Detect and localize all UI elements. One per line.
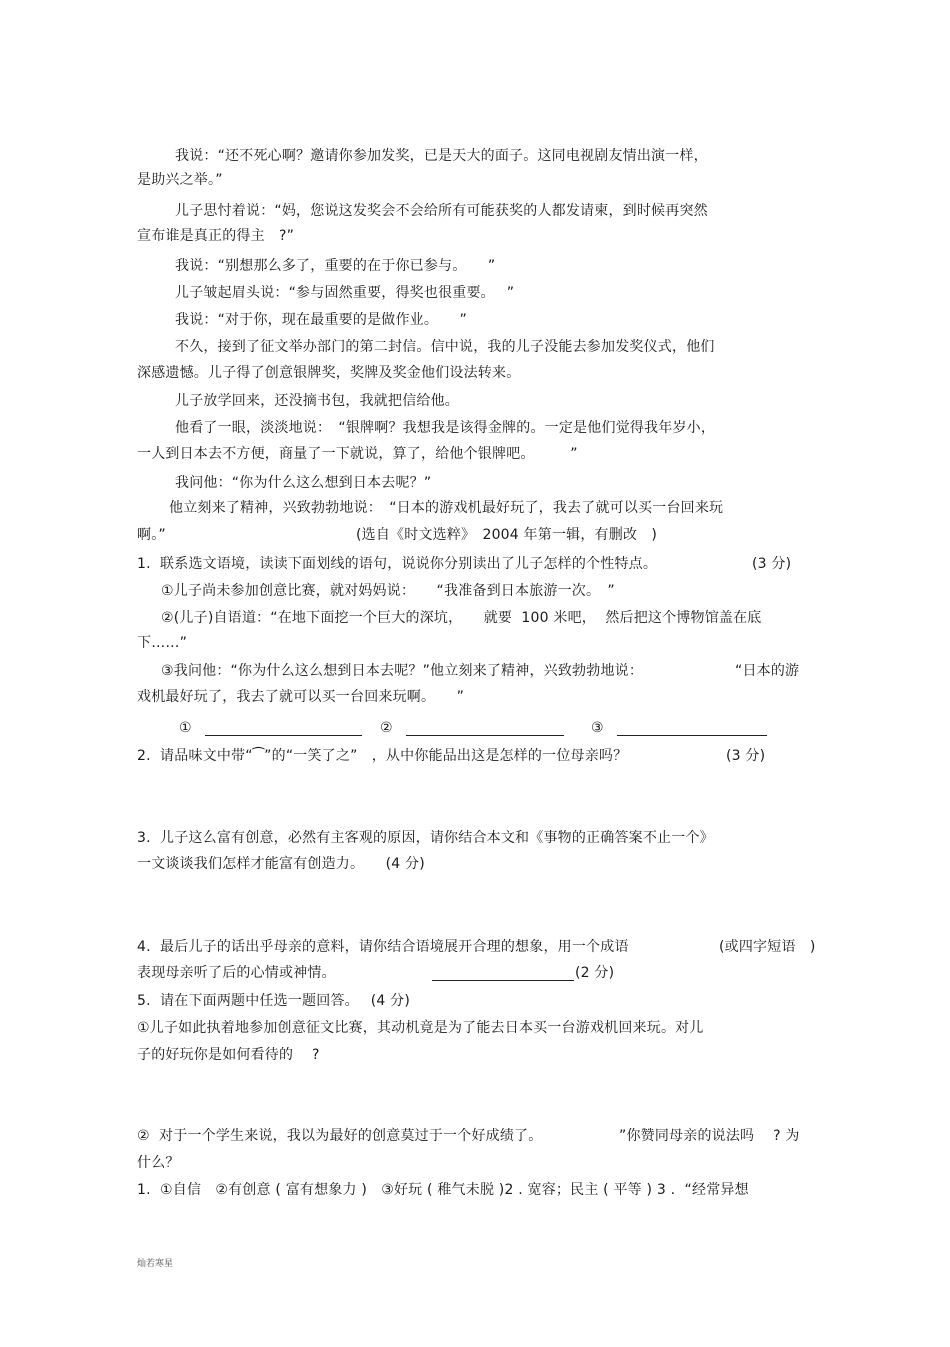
- answer-label-2: ②: [380, 720, 393, 736]
- text-line: 表现母亲听了后的心情或神情。: [137, 965, 336, 981]
- text-line: 什么？: [137, 1155, 180, 1171]
- text-line: ①儿子如此执着地参加创意征文比赛，其动机竟是为了能去日本买一台游戏机回来玩。对儿: [137, 1020, 704, 1036]
- text-line: 下……”: [137, 635, 188, 651]
- question-4-score: (2 分): [575, 965, 615, 981]
- answer-label-1: ①: [179, 720, 192, 736]
- text-line: 不久，接到了征文举办部门的第二封信。信中说，我的儿子没能去参加发奖仪式，他们: [175, 339, 715, 355]
- text-line: 一文谈谈我们怎样才能富有创造力。 (4 分): [137, 856, 425, 872]
- text-line: 我说：“还不死心啊？邀请你参加发奖，已是天大的面子。这同电视剧友情出演一样，: [175, 148, 708, 164]
- text-line: 儿子思忖着说：“妈，您说这发奖会不会给所有可能获奖的人都发请柬，到时候再突然: [175, 203, 708, 219]
- text-line: ①儿子尚未参加创意比赛，就对妈妈说： “我准备到日本旅游一次。 ”: [161, 583, 615, 599]
- text-line: 我说：“别想那么多了，重要的在于你已参与。 ”: [175, 258, 496, 274]
- text-line: 是助兴之举。”: [137, 172, 223, 188]
- question-1: 1. 联系选文语境，读读下面划线的语句，说说你分别读出了儿子怎样的个性特点。: [137, 556, 658, 572]
- text-line: 儿子皱起眉头说：“参与固然重要，得奖也很重要。 ”: [175, 285, 515, 301]
- question-5: 5. 请在下面两题中任选一题回答。 (4 分): [137, 993, 410, 1009]
- text-line: “日本的游: [735, 663, 800, 679]
- text-line: 他立刻来了精神，兴致勃勃地说： “日本的游戏机最好玩了，我去了就可以买一台回来玩: [169, 500, 724, 516]
- text-line: 我问他：“你为什么这么想到日本去呢？”: [175, 475, 432, 491]
- question-3: 3. 儿子这么富有创意，必然有主客观的原因，请你结合本文和《事物的正确答案不止一个》: [137, 830, 714, 846]
- text-line: 一人到日本去不方便，商量了一下就说，算了，给他个银牌吧。 ”: [137, 446, 578, 462]
- text-line: 儿子放学回来，还没摘书包，我就把信给他。: [175, 393, 459, 409]
- text-line: (或四字短语 ): [719, 939, 816, 955]
- answer-blank-1[interactable]: [205, 735, 362, 736]
- answer-key: 1. ①自信 ②有创意 ( 富有想象力 ) ③好玩 ( 稚气未脱 )2 . 宽容；民主 ( 平等 ) 3 . “经常异想: [137, 1182, 749, 1198]
- text-line: 子的好玩你是如何看待的 ?: [137, 1047, 320, 1063]
- answer-label-3: ③: [591, 720, 604, 736]
- answer-blank-2[interactable]: [406, 735, 564, 736]
- text-line: 他看了一眼，淡淡地说： “银牌啊？我想我是该得金牌的。一定是他们觉得我年岁小，: [175, 420, 716, 436]
- question-1-score: (3 分): [752, 556, 792, 572]
- text-line: ②(儿子)自语道：“在地下面挖一个巨大的深坑， 就要 100 米吧， 然后把这个博物馆盖在底: [161, 610, 762, 626]
- text-line: 深感遗憾。儿子得了创意银牌奖，奖牌及奖金他们设法转来。: [137, 365, 521, 381]
- text-line: ”你赞同母亲的说法吗 ? 为: [619, 1128, 800, 1144]
- footer-watermark: 灿若寒星: [137, 1259, 174, 1269]
- answer-blank-4[interactable]: [432, 980, 574, 981]
- text-line: 宣布谁是真正的得主 ?”: [137, 228, 295, 244]
- question-2-score: (3 分): [726, 748, 766, 764]
- text-line: ② 对于一个学生来说，我以为最好的创意莫过于一个好成绩了。: [137, 1128, 543, 1144]
- source-citation: (选自《时文选粹》 2004 年第一辑，有删改 ): [356, 527, 658, 543]
- question-2: 2. 请品味文中带“⁀”的“一笑了之” ，从中你能品出这是怎样的一位母亲吗？: [137, 748, 628, 764]
- text-line: 啊。”: [137, 527, 166, 543]
- answer-blank-3[interactable]: [617, 735, 767, 736]
- text-line: 戏机最好玩了，我去了就可以买一台回来玩啊。 ”: [137, 689, 465, 705]
- text-line: 我说：“对于你，现在最重要的是做作业。 ”: [175, 312, 467, 328]
- text-line: ③我问他：“你为什么这么想到日本去呢？”他立刻来了精神，兴致勃勃地说：: [161, 663, 644, 679]
- question-4: 4. 最后儿子的话出乎母亲的意料，请你结合语境展开合理的想象，用一个成语: [137, 939, 629, 955]
